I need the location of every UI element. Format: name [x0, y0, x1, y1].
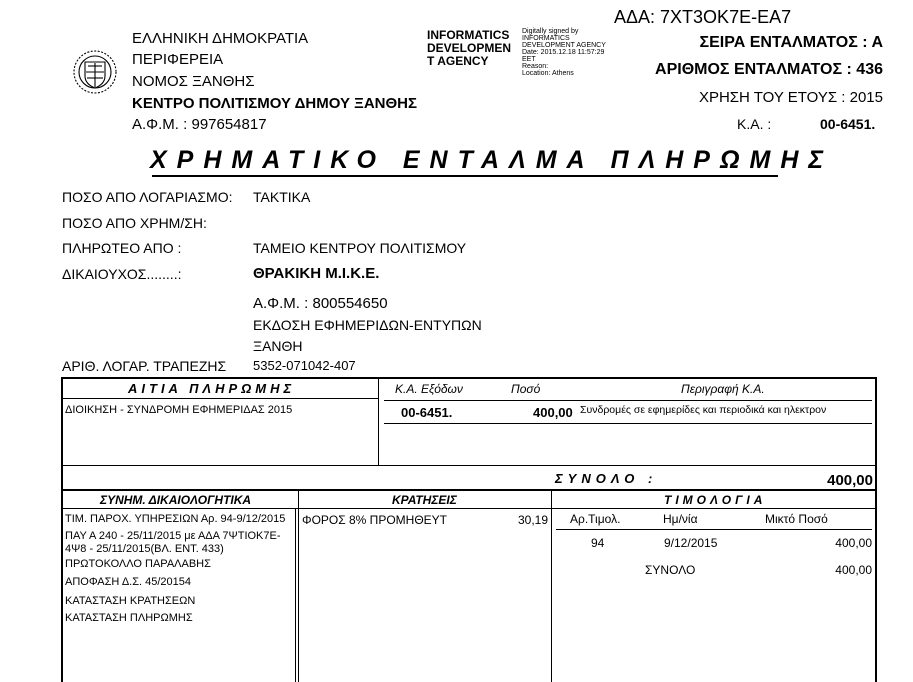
reason-header-underline [62, 398, 378, 399]
signature-detail: Date: 2015.12.18 11:57:29 [522, 49, 605, 56]
signature-detail: Digitally signed by [522, 28, 579, 35]
invoice-col-number: Αρ.Τιμολ. [570, 512, 621, 526]
beneficiary-city: ΞΑΝΘΗ [253, 338, 303, 354]
signature-agency-line-3: T AGENCY [427, 54, 489, 68]
payment-amount: 400,00 [533, 405, 573, 420]
signature-detail: DEVELOPMENT AGENCY [522, 42, 606, 49]
bank-account-value: 5352-071042-407 [253, 358, 356, 373]
coat-of-arms-icon [72, 46, 118, 98]
docs-column-divider-inner [295, 509, 296, 682]
ada-code: ΑΔΑ: 7ΧΤ3ΟΚ7Ε-ΕΑ7 [614, 7, 792, 27]
table-right-border [875, 377, 877, 682]
payment-line-top [384, 400, 872, 401]
total-value: 400,00 [827, 472, 873, 489]
ka-expense-header: Κ.Α. Εξόδων [395, 382, 463, 396]
field-value-beneficiary: ΘΡΑΚΙΚΗ Μ.Ι.Κ.Ε. [253, 265, 380, 282]
amount-header: Ποσό [511, 382, 541, 396]
section-divider-bold [62, 489, 875, 491]
header-line-prefecture: ΝΟΜΟΣ ΞΑΝΘΗΣ [132, 73, 255, 90]
docs-item: ΠΡΩΤΟΚΟΛΛΟ ΠΑΡΑΛΑΒΗΣ [65, 558, 211, 570]
signature-detail: INFORMATICS [522, 35, 570, 42]
header-line-region: ΠΕΡΙΦΕΡΕΙΑ [132, 51, 224, 68]
field-label-account: ΠΟΣΟ ΑΠΟ ΛΟΓΑΡΙΑΣΜΟ: [62, 189, 233, 205]
invoice-date: 9/12/2015 [664, 536, 718, 550]
field-label-financing: ΠΟΣΟ ΑΠΟ ΧΡΗΜ/ΣΗ: [62, 215, 207, 231]
payment-reason: ΔΙΟΙΚΗΣΗ - ΣΥΝΔΡΟΜΗ ΕΦΗΜΕΡΙΔΑΣ 2015 [65, 404, 293, 416]
docs-item: 4Ψ8 - 25/11/2015(ΒΛ. ΕΝΤ. 433) [65, 543, 224, 555]
reason-header: ΑΙΤΙΑ ΠΛΗΡΩΜΗΣ [128, 381, 296, 396]
header-afm: Α.Φ.Μ. : 997654817 [132, 116, 267, 133]
docs-item: ΑΠΟΦΑΣΗ Δ.Σ. 45/20154 [65, 576, 192, 588]
field-label-beneficiary: ΔΙΚΑΙΟΥΧΟΣ........: [62, 266, 182, 282]
invoice-total-value: 400,00 [835, 563, 872, 577]
invoice-total-label: ΣΥΝΟΛΟ [645, 563, 696, 577]
beneficiary-activity: ΕΚΔΟΣΗ ΕΦΗΜΕΡΙΔΩΝ-ΕΝΤΥΠΩΝ [253, 317, 482, 333]
warrant-series: ΣΕΙΡΑ ΕΝΤΑΛΜΑΤΟΣ : Α [699, 34, 883, 51]
table-top-border [61, 377, 877, 379]
docs-item: ΤΙΜ. ΠΑΡΟΧ. ΥΠΗΡΕΣΙΩΝ Αρ. 94-9/12/2015 [65, 513, 286, 525]
docs-item: ΚΑΤΑΣΤΑΣΗ ΚΡΑΤΗΣΕΩΝ [65, 595, 196, 607]
bank-account-label: ΑΡΙΘ. ΛΟΓΑΡ. ΤΡΑΠΕΖΗΣ [62, 358, 227, 374]
title-underline [152, 175, 778, 177]
docs-item: ΚΑΤΑΣΤΑΣΗ ΠΛΗΡΩΜΗΣ [65, 612, 193, 624]
header-line-country: ΕΛΛΗΝΙΚΗ ΔΗΜΟΚΡΑΤΙΑ [132, 30, 309, 47]
invoices-header: ΤΙΜΟΛΟΓΙΑ [664, 493, 767, 507]
table-left-border [61, 377, 63, 682]
signature-detail: Reason: [522, 63, 549, 70]
ka-label: Κ.Α. : [737, 116, 772, 132]
payment-description: Συνδρομές σε εφημερίδες και περιοδικά και ηλεκτρον [580, 404, 827, 416]
warrant-number: ΑΡΙΘΜΟΣ ΕΝΤΑΛΜΑΤΟΣ : 436 [655, 61, 883, 78]
ka-value: 00-6451. [820, 116, 876, 132]
payment-ka: 00-6451. [401, 405, 453, 420]
deductions-header: ΚΡΑΤΗΣΕΙΣ [392, 493, 457, 507]
field-value-account: ΤΑΚΤΙΚΑ [253, 189, 311, 205]
deductions-column-divider [551, 490, 552, 682]
deduction-value: 30,19 [518, 513, 549, 527]
signature-detail: EET [522, 56, 536, 63]
fiscal-year: ΧΡΗΣΗ ΤΟΥ ΕΤΟΥΣ : 2015 [698, 89, 883, 106]
invoice-col-amount: Μικτό Ποσό [765, 512, 828, 526]
description-header: Περιγραφή Κ.Α. [681, 382, 765, 396]
lower-header-underline [62, 508, 875, 509]
signature-agency-line-1: INFORMATICS [427, 28, 510, 42]
total-label: ΣΥΝΟΛΟ : [555, 471, 658, 486]
field-value-payable-from: ΤΑΜΕΙΟ ΚΕΝΤΡΟΥ ΠΟΛΙΤΙΣΜΟΥ [253, 240, 467, 256]
reason-column-divider [378, 379, 379, 465]
invoice-amount: 400,00 [835, 536, 872, 550]
docs-header: ΣΥΝΗΜ. ΔΙΚΑΙΟΛΟΓΗΤΙΚΑ [100, 493, 252, 507]
signature-agency-line-2: DEVELOPMEN [427, 41, 512, 55]
field-label-payable-from: ΠΛΗΡΩΤΕΟ ΑΠΟ : [62, 240, 182, 256]
invoice-col-date: Ημ/νία [663, 512, 698, 526]
docs-column-divider [298, 490, 299, 682]
signature-detail: Location: Athens [522, 70, 574, 77]
document-title: ΧΡΗΜΑΤΙΚΟ ΕΝΤΑΛΜΑ ΠΛΗΡΩΜΗΣ [150, 146, 834, 174]
section-divider [62, 465, 875, 466]
docs-item: ΠΑΥ Α 240 - 25/11/2015 με ΑΔΑ 7ΨΤΙΟΚ7Ε- [65, 530, 281, 542]
header-organization: ΚΕΝΤΡΟ ΠΟΛΙΤΙΣΜΟΥ ΔΗΜΟΥ ΞΑΝΘΗΣ [132, 95, 417, 112]
payment-line-bottom [384, 423, 872, 424]
deduction-label: ΦΟΡΟΣ 8% ΠΡΟΜΗΘΕΥΤ [302, 513, 448, 527]
invoice-number: 94 [591, 536, 605, 550]
beneficiary-afm: Α.Φ.Μ. : 800554650 [253, 295, 388, 312]
invoice-header-underline [556, 529, 872, 530]
